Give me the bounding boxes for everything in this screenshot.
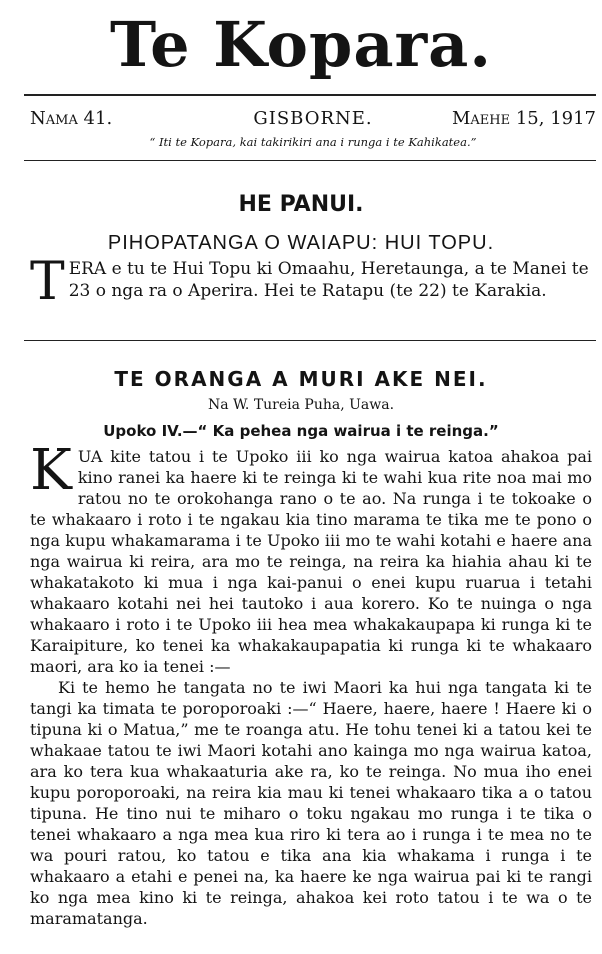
article-heading: TE ORANGA A MURI AKE NEI. — [114, 367, 488, 391]
issue-number: Nama 41. — [30, 108, 113, 129]
issue-place: GISBORNE. — [253, 108, 373, 129]
newspaper-masthead: Te Kopara. — [110, 8, 492, 81]
notice-dropcap: T — [30, 252, 65, 312]
article-chapter-title: Upoko IV.—“ Ka pehea nga wairua i te reinga.” — [103, 422, 499, 440]
article-paragraph-1-text: UA kite tatou i te Upoko iii ko nga wairua katoa ahakoa pai kino ranei ka haere ki te reinga ki te wahi kua rite noa mai mo ratou no te orokohanga rano o te ao. Na runga i te tokoake o te whakaaro i roto i te ngakau kia tino marama te tika me te pono o nga kupu whakamarama i te Upoko iii mo te wahi kotahi e haere ana nga wairua ki reira, ara mo te reinga, na reira ka hiahia ahau ki te whakatakoto ki mua i nga kai-panui o enei kupu ruarua i tetahi whakaaro kotahi nei hei tautoko i aua korero. Ko te nuinga o nga whakaaro i roto i te Upoko iii hea mea whakakaupapa ki runga ki te Karaipiture, ko tenei ka whakakaupapatia ki runga ki te whakaaro maori, ara ko ia tenei :— — [30, 447, 592, 676]
section-divider — [24, 340, 596, 341]
notice-subheading: PIHOPATANGA O WAIAPU: HUI TOPU. — [107, 232, 495, 254]
issue-info-row — [30, 108, 596, 134]
article-dropcap: K — [30, 438, 72, 503]
notice-text: ERA e tu te Hui Topu ki Omaahu, Heretaunga, a te Manei te 23 o nga ra o Aperira. Hei te Ratapu (te 22) te Karakia. — [68, 259, 589, 301]
masthead-rule — [24, 94, 596, 96]
article-body — [30, 438, 592, 929]
newspaper-motto: “ Iti te Kopara, kai takirikiri ana i runga i te Kahikatea.” — [149, 135, 477, 149]
notice-body — [30, 252, 590, 312]
notice-heading: HE PANUI. — [238, 192, 364, 217]
header-bottom-rule — [24, 160, 596, 161]
article-byline: Na W. Tureia Puha, Uawa. — [207, 397, 395, 413]
issue-date: Maehe 15, 1917 — [451, 108, 596, 129]
article-paragraph-1 — [30, 438, 592, 677]
article-paragraph-2: Ki te hemo he tangata no te iwi Maori ka hui nga tangata ki te tangi ka timata te poroporoaki :—“ Haere, haere, haere ! Haere ki o tipuna ki o Matua,” me te roanga atu. He tohu tenei ki a tatou kei te whakaae tatou te iwi Maori kotahi ano kainga mo nga wairua katoa, ara ko tera kua whakaaturia ake ra, ko te reinga. No mua iho enei kupu poroporoaki, na reira kia mau ki tenei whakaaro tika a o tatou tipuna. He tino nui te miharo o toku ngakau mo runga i te tika o tenei whakaaro a nga mea kua riro ki tera ao i runga i te mea no te wa pouri ratou, ko tatou e tika ana kia whakama i runga i te whakaaro a etahi e penei na, ka haere ke nga wairua pai ki te rangi ko nga mea kino ki te reinga, ahakoa kei roto tatou i te wa o te maramatanga. — [30, 678, 592, 928]
